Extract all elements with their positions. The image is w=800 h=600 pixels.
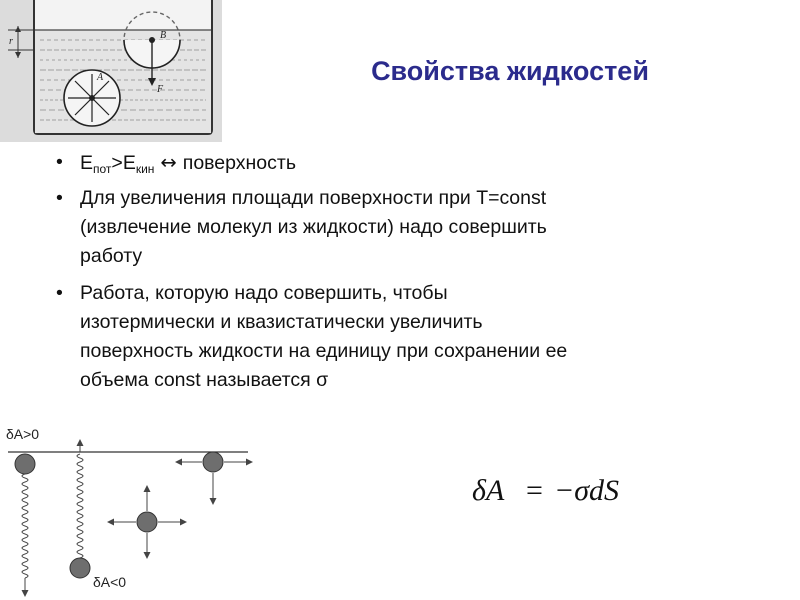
bullet2-line1: • Для увеличения площади поверхности при T=const: [80, 187, 547, 209]
slide-title: Свойства жидкостей: [371, 56, 649, 86]
bullet3-line1: • Работа, которую надо совершить, чтобы: [80, 282, 448, 304]
double-arrow-icon: ↔: [160, 151, 177, 174]
vessel-figure: [0, 0, 222, 142]
spring-figure: [0, 418, 280, 600]
bullet-work-required: [50, 184, 770, 271]
e-pot-sub: пот: [93, 162, 112, 176]
label-f: F: [157, 84, 164, 95]
formula-lhs: δA: [472, 474, 505, 507]
formula-rhs: −σdS: [554, 474, 620, 507]
gt-sign: >: [111, 152, 123, 174]
bullet-sigma-definition: [50, 279, 770, 395]
bullet3-line3: поверхность жидкости на единицу при сохранении ее: [80, 340, 568, 362]
bullet-list: [50, 148, 770, 395]
bullet2-line3: работу: [80, 245, 143, 267]
bullet2-line2: (извлечение молекул из жидкости) надо совершить: [80, 216, 547, 238]
label-work-positive: δA>0: [6, 426, 40, 442]
bullet3-line2: изотермически и квазистатически увеличить: [80, 311, 483, 333]
bullet-energy: [50, 148, 770, 184]
label-r: r: [9, 36, 13, 47]
label-work-negative: δA<0: [93, 574, 127, 590]
e-kin-sub: кин: [135, 162, 155, 176]
surface-word: поверхность: [182, 152, 296, 174]
surface-work-formula: [470, 462, 650, 518]
label-a: A: [97, 72, 104, 83]
label-b: B: [160, 30, 167, 41]
formula-equals: =: [526, 474, 543, 507]
e-pot: E: [80, 152, 94, 174]
bullet3-line4: объема const называется σ: [80, 369, 329, 391]
e-kin: E: [122, 152, 136, 174]
